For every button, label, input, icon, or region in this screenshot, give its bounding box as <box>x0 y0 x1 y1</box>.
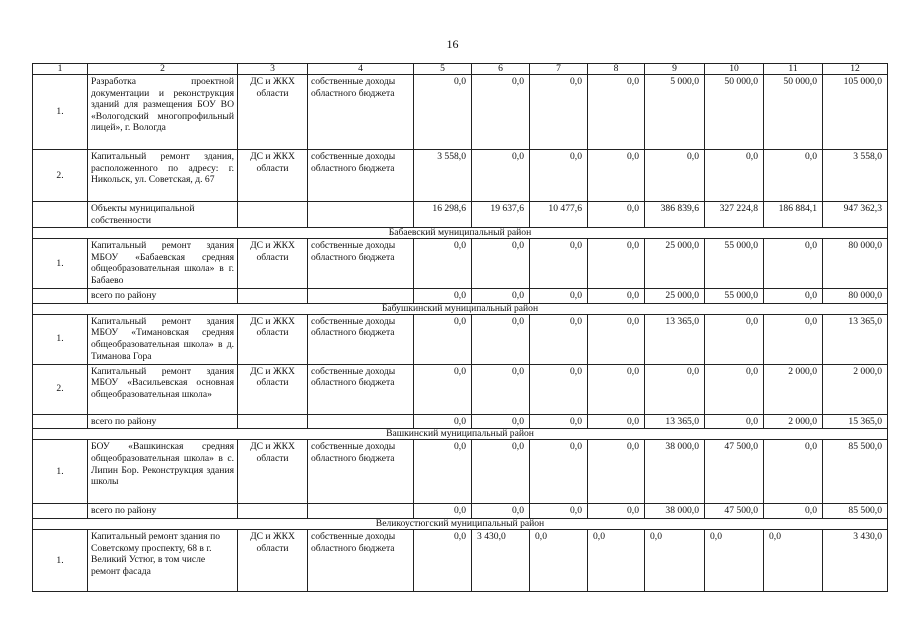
value-cell: 0,0 <box>414 414 472 429</box>
funding-source: собственные доходы областного бюджета <box>308 239 414 289</box>
responsible-agency: ДС и ЖКХ области <box>238 440 308 504</box>
row-number <box>33 289 88 304</box>
value-cell: 2 000,0 <box>764 414 823 429</box>
responsible-agency: ДС и ЖКХ области <box>238 314 308 364</box>
column-header: 3 <box>238 64 308 75</box>
responsible-agency <box>238 414 308 429</box>
responsible-agency <box>238 202 308 228</box>
value-cell: 0,0 <box>530 150 588 202</box>
value-cell: 10 477,6 <box>530 202 588 228</box>
column-header: 1 <box>33 64 88 75</box>
funding-source: собственные доходы областного бюджета <box>308 150 414 202</box>
value-cell: 0,0 <box>472 504 530 519</box>
value-cell: 0,0 <box>530 504 588 519</box>
value-cell: 47 500,0 <box>705 504 764 519</box>
value-cell: 25 000,0 <box>645 289 705 304</box>
column-header: 9 <box>645 64 705 75</box>
object-name: Разработка проектной документации и реконструкция зданий для размещения БОУ ВО «Вологодский многопрофильный лицей», г. Вологда <box>88 75 238 150</box>
value-cell: 186 884,1 <box>764 202 823 228</box>
total-label: всего по району <box>88 504 238 519</box>
value-cell: 0,0 <box>705 529 764 591</box>
value-cell: 0,0 <box>472 150 530 202</box>
value-cell: 0,0 <box>414 314 472 364</box>
object-name: Капитальный ремонт здания по Советскому проспекту, 68 в г. Великий Устюг, в том числе ремонт фасада <box>88 529 238 591</box>
column-header: 5 <box>414 64 472 75</box>
row-number: 1. <box>33 75 88 150</box>
value-cell: 0,0 <box>588 289 645 304</box>
budget-table <box>32 63 888 592</box>
value-cell: 0,0 <box>530 314 588 364</box>
row-number: 2. <box>33 364 88 414</box>
value-cell: 0,0 <box>472 289 530 304</box>
value-cell: 0,0 <box>472 364 530 414</box>
value-cell: 2 000,0 <box>823 364 888 414</box>
value-cell: 85 500,0 <box>823 504 888 519</box>
column-header: 11 <box>764 64 823 75</box>
section-row <box>33 429 888 440</box>
value-cell: 0,0 <box>764 314 823 364</box>
value-cell: 105 000,0 <box>823 75 888 150</box>
table-row <box>33 364 888 414</box>
value-cell: 0,0 <box>588 150 645 202</box>
value-cell: 50 000,0 <box>764 75 823 150</box>
value-cell: 38 000,0 <box>645 504 705 519</box>
column-header: 8 <box>588 64 645 75</box>
funding-source: собственные доходы областного бюджета <box>308 364 414 414</box>
value-cell: 0,0 <box>764 529 823 591</box>
row-number <box>33 504 88 519</box>
table-row <box>33 314 888 364</box>
value-cell: 13 365,0 <box>645 314 705 364</box>
value-cell: 0,0 <box>764 289 823 304</box>
page-number: 16 <box>446 37 459 51</box>
value-cell: 13 365,0 <box>823 314 888 364</box>
value-cell: 25 000,0 <box>645 239 705 289</box>
object-name: БОУ «Вашкинская средняя общеобразовательная школа» в с. Липин Бор. Реконструкция здания школы <box>88 440 238 504</box>
value-cell: 3 558,0 <box>823 150 888 202</box>
header-row <box>33 64 888 75</box>
table-row <box>33 150 888 202</box>
value-cell: 0,0 <box>472 75 530 150</box>
value-cell: 0,0 <box>764 440 823 504</box>
table-row <box>33 239 888 289</box>
responsible-agency: ДС и ЖКХ области <box>238 239 308 289</box>
funding-source <box>308 414 414 429</box>
row-number <box>33 202 88 228</box>
value-cell: 947 362,3 <box>823 202 888 228</box>
object-name: Капитальный ремонт здания МБОУ «Бабаевская средняя общеобразовательная школа» в г. Бабаево <box>88 239 238 289</box>
object-name: Капитальный ремонт здания, расположенного по адресу: г. Никольск, ул. Советская, д. 67 <box>88 150 238 202</box>
value-cell: 0,0 <box>414 504 472 519</box>
funding-source: собственные доходы областного бюджета <box>308 75 414 150</box>
value-cell: 0,0 <box>414 239 472 289</box>
value-cell: 0,0 <box>414 440 472 504</box>
value-cell: 0,0 <box>414 289 472 304</box>
responsible-agency <box>238 504 308 519</box>
value-cell: 0,0 <box>472 440 530 504</box>
object-name: Капитальный ремонт здания МБОУ «Тимановская средняя общеобразовательная школа» в д. Тиманова Гора <box>88 314 238 364</box>
row-number: 1. <box>33 529 88 591</box>
responsible-agency <box>238 289 308 304</box>
row-number: 2. <box>33 150 88 202</box>
value-cell: 0,0 <box>705 314 764 364</box>
value-cell: 0,0 <box>530 414 588 429</box>
value-cell: 0,0 <box>764 150 823 202</box>
value-cell: 50 000,0 <box>705 75 764 150</box>
table-row <box>33 529 888 591</box>
total-label: Объекты муниципальной собственности <box>88 202 238 228</box>
funding-source <box>308 504 414 519</box>
responsible-agency: ДС и ЖКХ области <box>238 529 308 591</box>
funding-source <box>308 289 414 304</box>
value-cell: 0,0 <box>472 414 530 429</box>
value-cell: 80 000,0 <box>823 239 888 289</box>
section-row <box>33 303 888 314</box>
value-cell: 0,0 <box>472 314 530 364</box>
value-cell: 0,0 <box>645 364 705 414</box>
row-number <box>33 414 88 429</box>
value-cell: 0,0 <box>588 529 645 591</box>
value-cell: 55 000,0 <box>705 289 764 304</box>
value-cell: 0,0 <box>588 314 645 364</box>
column-header: 10 <box>705 64 764 75</box>
funding-source <box>308 202 414 228</box>
row-number: 1. <box>33 440 88 504</box>
total-row <box>33 202 888 228</box>
column-header: 12 <box>823 64 888 75</box>
funding-source: собственные доходы областного бюджета <box>308 314 414 364</box>
value-cell: 16 298,6 <box>414 202 472 228</box>
total-label: всего по району <box>88 289 238 304</box>
value-cell: 0,0 <box>705 414 764 429</box>
value-cell: 0,0 <box>530 529 588 591</box>
section-title: Бабаевский муниципальный район <box>33 228 888 239</box>
responsible-agency: ДС и ЖКХ области <box>238 75 308 150</box>
total-row <box>33 504 888 519</box>
column-header: 2 <box>88 64 238 75</box>
section-row <box>33 228 888 239</box>
value-cell: 47 500,0 <box>705 440 764 504</box>
value-cell: 0,0 <box>414 364 472 414</box>
value-cell: 0,0 <box>472 239 530 289</box>
value-cell: 0,0 <box>764 504 823 519</box>
value-cell: 0,0 <box>530 289 588 304</box>
funding-source: собственные доходы областного бюджета <box>308 529 414 591</box>
value-cell: 0,0 <box>645 529 705 591</box>
value-cell: 0,0 <box>588 504 645 519</box>
value-cell: 0,0 <box>588 440 645 504</box>
value-cell: 386 839,6 <box>645 202 705 228</box>
value-cell: 327 224,8 <box>705 202 764 228</box>
value-cell: 0,0 <box>645 150 705 202</box>
column-header: 6 <box>472 64 530 75</box>
value-cell: 0,0 <box>588 414 645 429</box>
value-cell: 0,0 <box>530 364 588 414</box>
value-cell: 0,0 <box>588 239 645 289</box>
value-cell: 0,0 <box>705 150 764 202</box>
object-name: Капитальный ремонт здания МБОУ «Васильевская основная общеобразовательная школа» <box>88 364 238 414</box>
value-cell: 38 000,0 <box>645 440 705 504</box>
value-cell: 80 000,0 <box>823 289 888 304</box>
table-row <box>33 440 888 504</box>
value-cell: 0,0 <box>414 529 472 591</box>
value-cell: 0,0 <box>588 75 645 150</box>
value-cell: 15 365,0 <box>823 414 888 429</box>
table-row <box>33 75 888 150</box>
value-cell: 0,0 <box>530 75 588 150</box>
value-cell: 0,0 <box>414 75 472 150</box>
responsible-agency: ДС и ЖКХ области <box>238 364 308 414</box>
section-title: Великоустюгский муниципальный район <box>33 518 888 529</box>
section-row <box>33 518 888 529</box>
value-cell: 19 637,6 <box>472 202 530 228</box>
value-cell: 0,0 <box>588 364 645 414</box>
value-cell: 0,0 <box>530 440 588 504</box>
value-cell: 85 500,0 <box>823 440 888 504</box>
total-row <box>33 414 888 429</box>
value-cell: 0,0 <box>530 239 588 289</box>
value-cell: 2 000,0 <box>764 364 823 414</box>
column-header: 7 <box>530 64 588 75</box>
value-cell: 3 558,0 <box>414 150 472 202</box>
value-cell: 55 000,0 <box>705 239 764 289</box>
column-header: 4 <box>308 64 414 75</box>
row-number: 1. <box>33 239 88 289</box>
value-cell: 0,0 <box>705 364 764 414</box>
section-title: Вашкинский муниципальный район <box>33 429 888 440</box>
value-cell: 3 430,0 <box>823 529 888 591</box>
value-cell: 13 365,0 <box>645 414 705 429</box>
section-title: Бабушкинский муниципальный район <box>33 303 888 314</box>
value-cell: 3 430,0 <box>472 529 530 591</box>
value-cell: 5 000,0 <box>645 75 705 150</box>
value-cell: 0,0 <box>588 202 645 228</box>
funding-source: собственные доходы областного бюджета <box>308 440 414 504</box>
row-number: 1. <box>33 314 88 364</box>
total-label: всего по району <box>88 414 238 429</box>
total-row <box>33 289 888 304</box>
value-cell: 0,0 <box>764 239 823 289</box>
responsible-agency: ДС и ЖКХ области <box>238 150 308 202</box>
